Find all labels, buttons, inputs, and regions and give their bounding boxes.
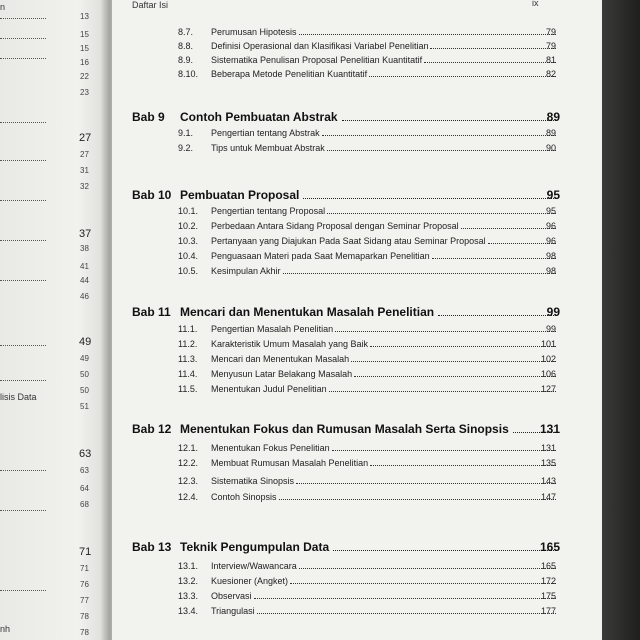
entry-number: 13.1. [178,561,199,571]
dot-leader [327,213,556,214]
toc-entry [178,221,558,233]
entry-title: Membuat Rumusan Masalah Penelitian [211,458,369,468]
toc-entry [178,55,558,67]
toc-entry [178,69,558,81]
page-ref: 81 [545,55,556,65]
left-page-number: 16 [80,58,89,67]
dot-leader [290,583,556,584]
left-page-dots [0,122,46,124]
left-page-dots [0,200,46,202]
entry-number: 11.2. [178,339,198,349]
chapter-title: Menentukan Fokus dan Rumusan Masalah Serta Sinopsis [180,422,509,436]
page-ref: 90 [545,143,556,153]
toc-entry [178,143,558,155]
entry-number: 9.2. [178,143,194,153]
page-ref: 79 [545,41,556,51]
chapter-title: Pembuatan Proposal [180,188,300,202]
page-ref: 131 [540,443,556,453]
dot-leader [322,135,556,136]
running-header: Daftar Isi [132,0,169,10]
toc-entry [178,41,558,53]
toc-chapter [132,540,560,556]
entry-title: Penguasaan Materi pada Saat Memaparkan Penelitian [211,251,430,261]
entry-title: Sistematika Sinopsis [211,476,295,486]
toc-entry [178,492,558,504]
entry-number: 12.3. [178,476,199,486]
toc-chapter [132,422,560,438]
left-page [0,0,112,640]
entry-title: Pengertian tentang Abstrak [211,128,320,138]
left-page-number: 46 [80,292,89,301]
entry-title: Pengertian Masalah Penelitian [211,324,334,334]
toc-chapter [132,188,560,204]
toc-entry [178,206,558,218]
toc-entry [178,561,558,573]
left-page-dots [0,160,46,162]
toc-entry [178,576,558,588]
left-page-dots [0,58,46,60]
background-edge [602,0,640,640]
chapter-number: Bab 13 [132,540,172,554]
left-page-number: 76 [80,580,89,589]
entry-number: 12.4. [178,492,199,502]
page-number: ix [532,0,539,8]
entry-number: 10.4. [178,251,199,261]
chapter-title: Mencari dan Menentukan Masalah Penelitian [180,305,435,319]
chapter-number: Bab 9 [132,110,165,124]
toc-entry [178,476,558,488]
entry-title: Perbedaan Antara Sidang Proposal dengan Seminar Proposal [211,221,459,231]
dot-leader [254,598,556,599]
chapter-number: Bab 11 [132,305,171,319]
entry-number: 12.2. [178,458,199,468]
entry-title: Mencari dan Menentukan Masalah [211,354,350,364]
entry-number: 11.5. [178,384,198,394]
page-ref: 96 [545,236,556,246]
entry-title: Pertanyaan yang Diajukan Pada Saat Sidang atau Seminar Proposal [211,236,486,246]
left-page-number: 50 [80,386,89,395]
left-page-dots [0,590,46,592]
dot-leader [299,568,556,569]
toc-entry [178,324,558,336]
entry-title: Contoh Sinopsis [211,492,277,502]
left-page-fragment: nh [0,624,11,634]
entry-title: Menentukan Fokus Penelitian [211,443,330,453]
entry-number: 11.1. [178,324,198,334]
entry-number: 13.4. [178,606,199,616]
chapter-number: Bab 12 [132,422,172,436]
left-page-number: 71 [80,564,89,573]
entry-title: Karakteristik Umum Masalah yang Baik [211,339,369,349]
toc-entry [178,251,558,263]
entry-title: Sistematika Penulisan Proposal Penelitian Kuantitatif [211,55,423,65]
toc-entry [178,443,558,455]
dot-leader [329,391,556,392]
left-page-dots [0,380,46,382]
page-ref: 89 [546,110,560,124]
left-page-fragment: n [0,2,6,12]
toc-entry [178,354,558,366]
left-page-number: 44 [80,276,89,285]
entry-title: Definisi Operasional dan Klasifikasi Variabel Penelitian [211,41,429,51]
entry-number: 10.3. [178,236,199,246]
dot-leader [257,613,556,614]
toc-entry [178,369,558,381]
dot-leader [332,450,556,451]
toc-entry [178,458,558,470]
page-ref: 98 [545,266,556,276]
entry-title: Kuesioner (Angket) [211,576,289,586]
left-page-number: 13 [80,12,89,21]
page-ref: 143 [540,476,556,486]
entry-title: Menyusun Latar Belakang Masalah [211,369,353,379]
page-ref: 165 [540,561,556,571]
page-ref: 131 [539,422,560,436]
dot-leader [279,499,556,500]
left-page-number: 27 [79,132,92,144]
left-page-number: 15 [80,44,89,53]
toc-entry [178,591,558,603]
entry-title: Interview/Wawancara [211,561,297,571]
chapter-title: Teknik Pengumpulan Data [180,540,330,554]
entry-number: 8.9. [178,55,194,65]
entry-number: 9.1. [178,128,194,138]
dot-leader [342,120,556,121]
page-ref: 96 [545,221,556,231]
page-ref: 127 [540,384,556,394]
entry-number: 13.3. [178,591,199,601]
toc-entry [178,384,558,396]
entry-title: Beberapa Metode Penelitian Kuantitatif [211,69,368,79]
entry-number: 11.4. [178,369,198,379]
dot-leader [438,315,556,316]
page-ref: 95 [545,206,556,216]
toc-entry [178,606,558,618]
left-page-number: 77 [80,596,89,605]
entry-title: Tips untuk Membuat Abstrak [211,143,325,153]
page-ref: 95 [546,188,560,202]
left-page-number: 51 [80,402,89,411]
left-page-dots [0,345,46,347]
book-gutter [100,0,112,640]
entry-title: Observasi [211,591,252,601]
toc-chapter [132,110,560,126]
page-ref: 177 [540,606,556,616]
entry-title: Perumusan Hipotesis [211,27,297,37]
entry-number: 8.8. [178,41,194,51]
left-page-dots [0,280,46,282]
dot-leader [327,150,556,151]
left-page-dots [0,510,46,512]
entry-number: 13.2. [178,576,199,586]
left-page-dots [0,18,46,20]
entry-title: Pengertian tentang Proposal [211,206,326,216]
left-page-number: 63 [79,448,92,460]
left-page-fragment: lisis Data [0,392,37,402]
left-page-number: 22 [80,72,89,81]
page-ref: 89 [545,128,556,138]
left-page-number: 32 [80,182,89,191]
entry-number: 10.1. [178,206,199,216]
left-page-dots [0,240,46,242]
toc-chapter [132,305,560,321]
left-page-number: 23 [80,88,89,97]
left-page-dots [0,38,46,40]
left-page-number: 49 [80,354,89,363]
page-ref: 101 [540,339,556,349]
left-page-number: 41 [80,262,89,271]
page-ref: 147 [540,492,556,502]
left-page-number: 37 [79,228,92,240]
left-page-number: 49 [79,336,92,348]
left-page-dots [0,470,46,472]
dot-leader [299,34,556,35]
entry-number: 10.5. [178,266,199,276]
entry-number: 8.10. [178,69,199,79]
page-ref: 82 [545,69,556,79]
entry-title: Menentukan Judul Penelitian [211,384,327,394]
page-ref: 175 [540,591,556,601]
dot-leader [335,331,556,332]
left-page-number: 50 [80,370,89,379]
dot-leader [354,376,556,377]
chapter-title: Contoh Pembuatan Abstrak [180,110,338,124]
page-ref: 79 [545,27,556,37]
page-ref: 99 [545,324,556,334]
dot-leader [333,550,556,551]
toc-entry [178,128,558,140]
left-page-number: 78 [80,628,89,637]
entry-title: Kesimpulan Akhir [211,266,281,276]
left-page-number: 38 [80,244,89,253]
entry-title: Triangulasi [211,606,255,616]
page-ref: 172 [540,576,556,586]
left-page-number: 31 [80,166,89,175]
chapter-number: Bab 10 [132,188,172,202]
toc-page [112,0,602,640]
left-page-number: 71 [79,546,92,558]
page-ref: 135 [540,458,556,468]
dot-leader [303,198,556,199]
page-ref: 99 [546,305,560,319]
page-ref: 106 [540,369,556,379]
left-page-number: 15 [80,30,89,39]
toc-entry [178,27,558,39]
entry-number: 11.3. [178,354,198,364]
left-page-number: 27 [80,150,89,159]
dot-leader [283,273,556,274]
page-ref: 98 [545,251,556,261]
toc-entry [178,339,558,351]
toc-entry [178,236,558,248]
left-page-number: 78 [80,612,89,621]
left-page-number: 63 [80,466,89,475]
entry-number: 12.1. [178,443,199,453]
page-ref: 102 [540,354,556,364]
left-page-number: 68 [80,500,89,509]
page-ref: 165 [539,540,560,554]
left-page-number: 64 [80,484,89,493]
dot-leader [351,361,556,362]
entry-number: 8.7. [178,27,194,37]
dot-leader [296,483,556,484]
toc-entry [178,266,558,278]
entry-number: 10.2. [178,221,199,231]
